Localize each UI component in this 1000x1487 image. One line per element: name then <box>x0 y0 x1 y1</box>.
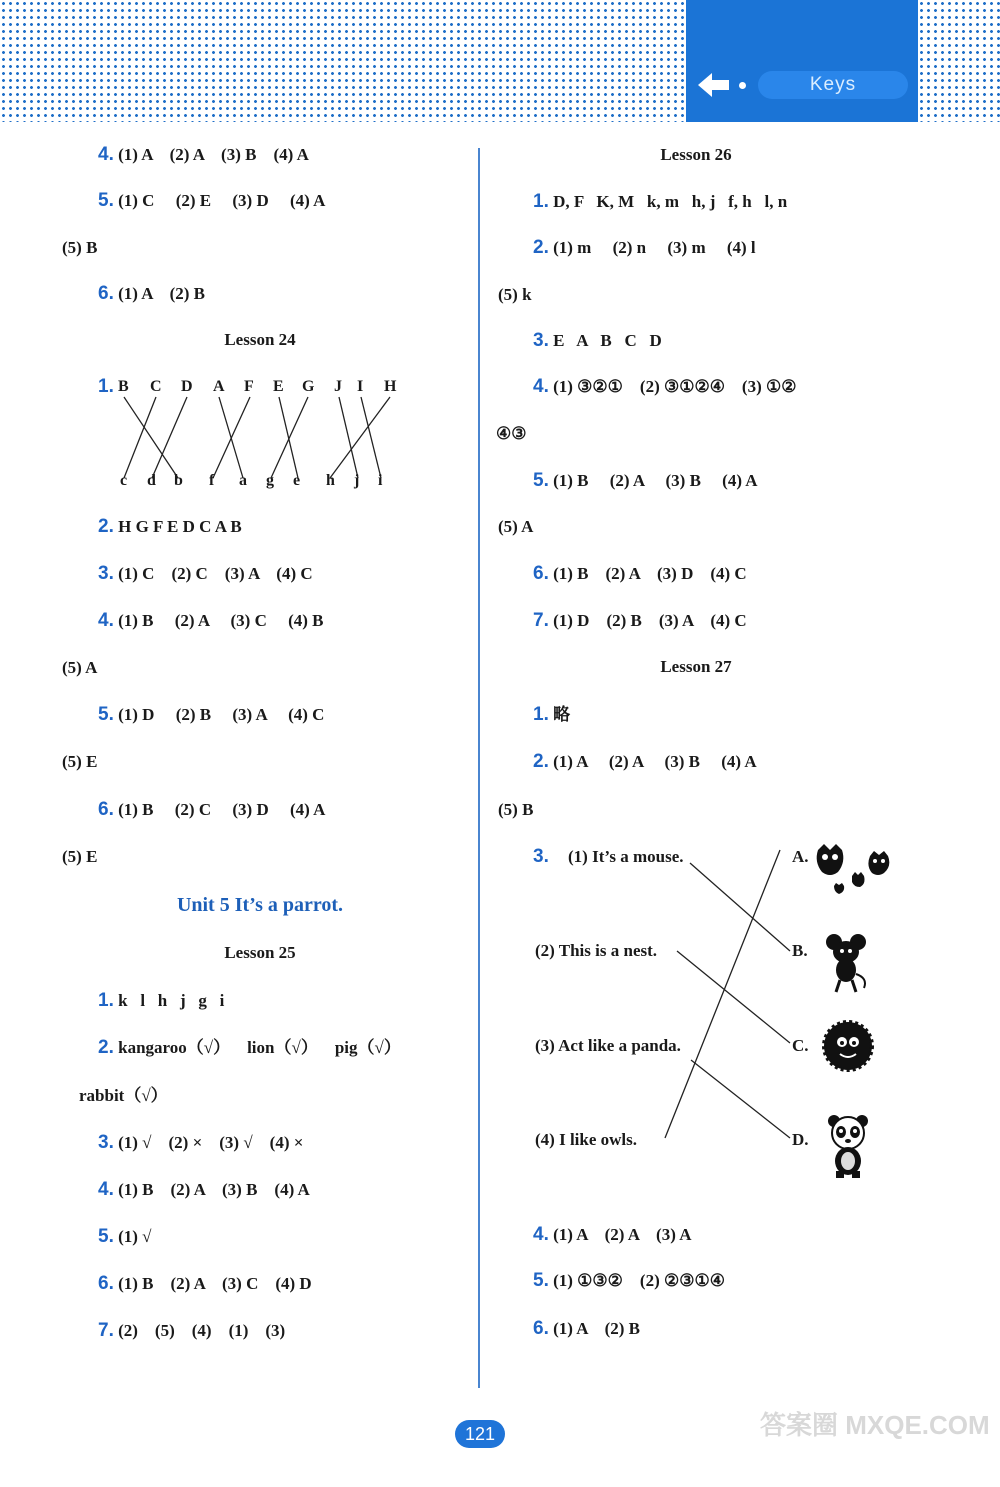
answer-line: 6. (1) B (2) A (3) D (4) C <box>533 563 747 584</box>
match-option-letter: D. <box>792 1130 809 1149</box>
dot-icon <box>739 82 746 89</box>
match-letter: a <box>239 472 247 489</box>
answer-line: 1. k l h j g i <box>98 990 225 1011</box>
answer-line: (5) k <box>498 285 532 304</box>
match-letter: b <box>174 472 183 489</box>
match-sentence: (3) Act like a panda. <box>535 1036 681 1055</box>
keys-label: Keys <box>758 71 908 99</box>
match-option-letter: B. <box>792 941 808 960</box>
match-letter: E <box>273 378 284 395</box>
answer-line: 3. (1) C (2) C (3) A (4) C <box>98 563 313 584</box>
answer-line: 4. (1) A (2) A (3) B (4) A <box>98 144 309 165</box>
unit-title: Unit 5 It’s a parrot. <box>176 894 344 916</box>
answer-line: (5) E <box>62 847 98 866</box>
answer-line: 3. E A B C D <box>533 330 662 351</box>
watermark: 答案圈 MXQE.COM <box>760 1410 990 1440</box>
answer-line: 5. (1) D (2) B (3) A (4) C <box>98 704 325 725</box>
match-letter: D <box>181 378 193 395</box>
answer-line: 3. (1) √ (2) × (3) √ (4) × <box>98 1132 304 1153</box>
match-letter: i <box>378 472 383 489</box>
match-letter: d <box>147 472 156 489</box>
answer-line: 6. (1) B (2) C (3) D (4) A <box>98 799 326 820</box>
answer-line: (5) B <box>62 238 98 257</box>
answer-line: 5. (1) C (2) E (3) D (4) A <box>98 190 326 211</box>
match-letter: A <box>213 378 225 395</box>
answer-line: (5) E <box>62 752 98 771</box>
answer-line: 5. (1) ①③② (2) ②③①④ <box>533 1270 725 1291</box>
answer-line: (5) B <box>498 800 534 819</box>
match-letter: g <box>266 472 274 489</box>
answer-line: 2. (1) m (2) n (3) m (4) l <box>533 237 756 258</box>
answer-line: 4. (1) B (2) A (3) B (4) A <box>98 1179 310 1200</box>
answer-line: 2. (1) A (2) A (3) B (4) A <box>533 751 757 772</box>
match-letter: B <box>118 378 129 395</box>
match-sentence: (1) It’s a mouse. <box>568 847 684 866</box>
match-option-letter: A. <box>792 847 809 866</box>
answer-line: 5. (1) √ <box>98 1226 152 1247</box>
answer-line: 7. (1) D (2) B (3) A (4) C <box>533 610 747 631</box>
answer-line: rabbit（√） <box>79 1086 168 1105</box>
answer-line: 1. D, F K, M k, m h, j f, h l, n <box>533 191 788 212</box>
answer-line: 4. (1) ③②① (2) ③①②④ (3) ①② <box>533 376 797 397</box>
match-letter: C <box>150 378 162 395</box>
match-letter: h <box>326 472 335 489</box>
owls-picture <box>812 840 898 898</box>
match-letter: G <box>302 378 315 395</box>
answer-line: 6. (1) B (2) A (3) C (4) D <box>98 1273 312 1294</box>
lesson-24-title: Lesson 24 <box>224 330 296 349</box>
nest-picture <box>822 1020 874 1072</box>
mouse-picture <box>822 932 872 994</box>
answer-line: 6. (1) A (2) B <box>98 283 205 304</box>
keys-header-box <box>686 0 918 122</box>
question-label: 1. <box>98 376 114 397</box>
lesson-26-title: Lesson 26 <box>660 145 732 164</box>
lesson-25-title: Lesson 25 <box>224 943 296 962</box>
matching-lines <box>0 0 480 520</box>
match-sentence: (4) I like owls. <box>535 1130 637 1149</box>
back-arrow-icon <box>696 70 732 100</box>
question-label: 3. <box>533 846 549 867</box>
answer-line: 5. (1) B (2) A (3) B (4) A <box>533 470 758 491</box>
match-option-letter: C. <box>792 1036 809 1055</box>
answer-line: 2. kangaroo（√） lion（√） pig（√） <box>98 1037 401 1058</box>
page-number: 121 <box>455 1420 505 1448</box>
match-letter: c <box>120 472 128 489</box>
answer-line: 1. 略 <box>533 704 571 725</box>
answer-line: (5) A <box>62 658 98 677</box>
header-dot-pattern-right <box>918 0 1000 122</box>
answer-line: 7. (2) (5) (4) (1) (3) <box>98 1320 286 1341</box>
match-letter: e <box>293 472 301 489</box>
match-sentence: (2) This is a nest. <box>535 941 658 960</box>
answer-line: 4. (1) A (2) A (3) A <box>533 1224 692 1245</box>
panda-picture <box>826 1113 870 1179</box>
match-letter: I <box>357 378 364 395</box>
answer-line: 2. H G F E D C A B <box>98 516 242 537</box>
match-letter: j <box>354 472 360 489</box>
answer-line: 6. (1) A (2) B <box>533 1318 640 1339</box>
match-letter: H <box>384 378 397 395</box>
answer-line: 4. (1) B (2) A (3) C (4) B <box>98 610 324 631</box>
match-letter: F <box>244 378 254 395</box>
answer-line: ④③ <box>496 424 527 443</box>
match-letter: J <box>334 378 342 395</box>
answer-line: (5) A <box>498 517 534 536</box>
match-letter: f <box>209 472 215 489</box>
lesson-27-title: Lesson 27 <box>660 657 732 676</box>
